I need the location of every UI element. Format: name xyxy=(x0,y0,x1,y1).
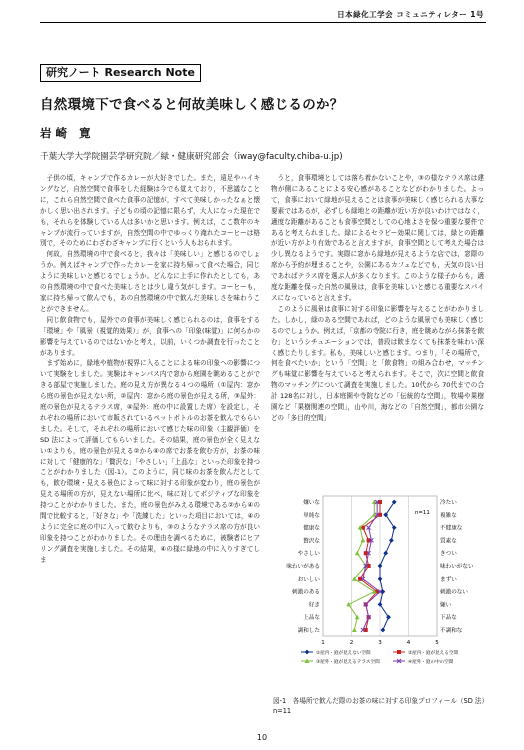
data-point xyxy=(378,576,383,581)
data-point xyxy=(389,538,394,543)
data-point xyxy=(378,564,383,569)
left-adjective-label: 刺激のある xyxy=(292,589,320,596)
right-adjective-label: 複雑な xyxy=(440,512,457,519)
right-adjective-label: きつい xyxy=(440,551,457,558)
left-adjective-label: 調和した xyxy=(297,628,320,634)
right-adjective-label: 不調和な xyxy=(440,628,463,634)
sample-size-label: n=11 xyxy=(415,510,430,516)
right-adjective-label: 冷たい xyxy=(440,500,457,506)
left-adjective-label: 味わいがある xyxy=(286,564,320,570)
right-adjective-label: 不健康な xyxy=(440,525,463,532)
data-point xyxy=(380,628,385,633)
right-adjective-label: 刺激のない xyxy=(440,589,468,596)
left-adjective-label: 単純な xyxy=(303,512,320,519)
left-adjective-label: 上品な xyxy=(303,615,320,622)
section-label: 研究ノート Research Note xyxy=(40,64,201,82)
right-adjective-label: まずい xyxy=(440,576,457,583)
body-paragraph: まず始めに，緑地や植物が視界に入ることによる味の印象への影響について実験をしました。実験はキャンパス内で窓から庭園を眺めることができる部屋で実施しました。庭の見え方が異なる４つの場所（①屋内：窓から庭の景色が見えない所，②屋内：窓から庭の景色が見える所，③屋外：庭の景色が見えるテラス席，④屋外：庭の中に設置した席）を設定し，それぞれの場所において市販されているペットボトルのお茶を飲んでもらいました。そして，それぞれの場所において感じた味の印象（主観評価）を SD 法によって評価してもらいました。その結果，庭の景色が全く見えない①よりも，庭の景色が見える②から④の席でお茶を飲む方が，お茶の味に対して「健康的な」「贅沢な」「やさしい」「上品な」といった印象を持つことがわかりました（図-1）。このように，同じ味のお茶を飲んだとしても，飲む環境・見える景色によって味に対する印象が変わり，庭の景色が見える場所の方が，見えない場所に比べ，味に対してポジティブな印象を持つことがわかりました。また，庭の景色がみえる環境である②から④の間で比較すると，「好きな」や「洗練した」といった項目においては，④のように完全に庭の中に入って飲むよりも，③のようなテラス席の方が良い印象を持つことがわかりました。その理由を調べるために，被験者にヒアリング調査を実施しました。その結果，④の様に緑地の中に入りすぎてしま xyxy=(40,359,260,564)
legend-label: ④屋外・庭の中の空間 xyxy=(408,660,454,665)
body-paragraph: このように風景は食事に対する印象に影響を与えることがわかりました。しかし，緑のある空間であれば，どのような風景でも美味しく感じるのでしょうか。例えば，「京都の寺院に行き，庭を眺めながら抹茶を飲む」というシチュエーションでは，普段は飲まなくても抹茶を味わい深く感じたりします。私も，美味しいと感じます。つまり，「その場所で，何を食べたいか」という「空間」と「飲食物」の組み合わせ，マッチングも味覚に影響を与えていると考えられます。そこで，次に空間と飲食物のマッチングについて調査を実施しました。10代から 70代までの合計 128名に対し，日本庭園や寺院などの「伝統的な空間」，牧場や果樹園など「果樹関連の空間」，山や川，海などの「自然空間」，都市公園などの「多目的空間」 xyxy=(271,304,484,422)
x-tick-label: 2 xyxy=(349,640,354,646)
left-column xyxy=(40,173,260,733)
right-adjective-label: 下品な xyxy=(440,615,457,622)
legend-label: ③屋外・庭が見えるテラス空間 xyxy=(316,660,380,665)
data-point xyxy=(346,602,351,607)
right-adjective-label: 質素な xyxy=(440,538,457,545)
body-paragraph: 何故，自然環境の中で食べると，我々は「美味しい」と感じるのでしょうか。例えばキャンプで作ったカレーを家に持ち帰って食べた場合，同じように美味しいと感じるでしょうか。どんなに上手に作れたとしても，あの自然環境の中で食べた美味しさとは少し違う気がします。コーヒーも，家に持ち帰って飲んでも，あの自然環境の中で飲んだ美味しさを味わうことができません。 xyxy=(40,250,260,313)
x-tick-label: 3 xyxy=(378,640,382,646)
data-point xyxy=(361,538,366,543)
data-point xyxy=(305,650,310,655)
body-paragraph: 子供の頃，キャンプで作るカレーが大好きでした。また，遠足やハイキングなど，自然空間で食事をした経験は今でも覚えており，不思議なことに，これら自然空間で食べた食事の記憶が，すべて美味しかったなぁと懐かしく思い出されます。子どもの頃の記憶に限らず，大人になった現在でも，それらを体験している人は多いかと思います。例えば，ここ数年のキャンプが流行っていますが，自然空間の中でゆっくり淹れたコーヒーは格別で，そのためにわざわざキャンプに行くという人もおられます。 xyxy=(40,174,260,248)
figure-caption: 図-1 各場所で飲んだ際のお茶の味に対する印象プロフィール（SD 法） n=11 xyxy=(273,697,492,715)
left-adjective-label: おいしい xyxy=(297,576,320,583)
left-adjective-label: 好き xyxy=(308,602,320,609)
left-adjective-label: 健康な xyxy=(303,525,320,532)
left-adjective-label: やさしい xyxy=(297,551,320,558)
legend-label: ②屋内・庭が見える空間 xyxy=(408,651,459,656)
left-adjective-label: 嫌いな xyxy=(303,500,320,506)
right-adjective-label: 嫌い xyxy=(440,602,452,609)
header-rule xyxy=(40,22,486,23)
body-paragraph: うと，食事環境としては落ち着かないことや，③の様なテラス席は建物が側にあることによる安心感があることなどがわかりました。よって，食事において緑地が見えることは食事が美味しく感じられる大事な要素ではあるが，必ずしも緑地との距離が近い方が良いわけではなく，適度な距離があることも食事空間としての心地よさを保つ重要な要件であると考えられました。緑によるセラピー効果に関しては，緑との距離が近い方がより有効であると言えますが，食事空間として考えた場合は少し異なるようです。実際に窓から緑地が見えるような店では，窓際の席から予約が埋まることや，公園にあるカフェなどでも，天気の良い日であればテラス席を選ぶ人が多くなります。このような様子からも，適度な距離を保った自然の風景は，食事を美味しいと感じる重要なスパイスになっていると言えます。 xyxy=(271,174,484,302)
right-adjective-label: 味わいがない xyxy=(440,564,474,570)
profile-chart-svg xyxy=(271,492,489,694)
right-column xyxy=(271,173,484,489)
x-tick-label: 4 xyxy=(406,640,411,646)
data-point xyxy=(352,628,357,633)
journal-header: 日本緑化工学会 コミュニティレター 1号 xyxy=(337,10,484,19)
data-point xyxy=(355,551,360,556)
legend-label: ①屋内・庭が見えない空間 xyxy=(316,651,371,656)
author-name: 岩崎 寛 xyxy=(40,126,95,140)
body-paragraph: 同じ飲食物でも，屋外での食事が美味しく感じられるのは，食事をする「環境」や「風景（視覚的効果）」が，食事への「印象(味覚)」に何らかの影響を与えているのではないかと考え，以前，いくつか調査を行ったことがあります。 xyxy=(40,315,260,357)
data-point xyxy=(383,551,388,556)
x-tick-label: 1 xyxy=(321,640,325,646)
figure-1-chart xyxy=(271,492,489,694)
author-affiliation: 千葉大学大学院園芸学研究院／緑・健康研究部会（iway@faculty.chiba-u.jp) xyxy=(40,152,343,162)
article-title: 自然環境下で食べると何故美味しく感じるのか？ xyxy=(40,97,344,113)
x-tick-label: 5 xyxy=(435,640,439,646)
data-point xyxy=(397,650,401,654)
page-number: 10 xyxy=(256,733,268,742)
left-adjective-label: 贅沢な xyxy=(303,538,320,545)
